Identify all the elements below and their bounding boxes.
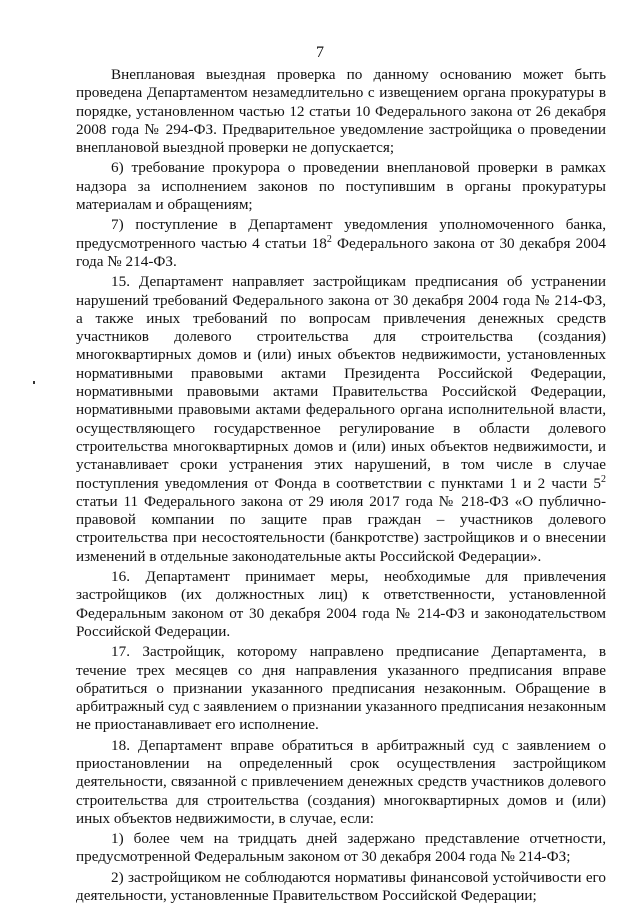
paragraph-text-cont: Федерального закона от 30 декабря 2004 года № 214-ФЗ. (76, 234, 606, 270)
paragraph-clause-15 (76, 273, 606, 566)
paragraph-text: 6) требование прокурора о проведении внеплановой проверки в рамках надзора за исполнением законов по поступившим в органы прокуратуры материалам и обращениям; (76, 159, 606, 214)
stray-mark (33, 381, 35, 384)
paragraph-unscheduled-inspection (76, 66, 606, 157)
document-body (76, 66, 606, 905)
page-number: 7 (316, 44, 324, 61)
paragraph-text-cont: статьи 11 Федерального закона от 29 июля 2017 года № 218-ФЗ «О публично-правовой компании по защите прав граждан – участников долевого строительства при несостоятельности (банкротстве) застройщиков и о внесении изменений в отдельные законодательные акты Российской Федерации». (76, 492, 606, 565)
paragraph-item-6 (76, 159, 606, 214)
paragraph-item-7 (76, 216, 606, 271)
superscript: 2 (326, 233, 332, 245)
paragraph-clause-18 (76, 737, 606, 828)
paragraph-text: 2) застройщиком не соблюдаются нормативы финансовой устойчивости его деятельности, установленные Правительством Российской Федерации; (76, 868, 606, 905)
paragraph-text: 1) более чем на тридцать дней задержано представление отчетности, предусмотренной Федеральным законом от 30 декабря 2004 года № 214-ФЗ; (76, 830, 606, 866)
paragraph-text: 7) поступление в Департамент уведомления уполномоченного банка, предусмотренного частью 4 статьи 18 (76, 216, 606, 252)
paragraph-text: 17. Застройщик, которому направлено предписание Департамента, в течение трех месяцев со дня направления указанного предписания вправе обратиться о признании указанного предписания незаконным. Обращение в арбитражный суд с заявлением о признании указанного предписания незаконным не приостанавливает его исполнение. (76, 643, 606, 734)
paragraph-clause-17 (76, 643, 606, 734)
superscript: 2 (601, 473, 606, 485)
paragraph-item-2 (76, 869, 606, 905)
paragraph-text: 18. Департамент вправе обратиться в арбитражный суд с заявлением о приостановлении на определенный срок осуществления застройщиком деятельности, связанной с привлечением денежных средств участников долевого строительства для строительства (создания) многоквартирных домов и (или) иных объектов недвижимости, в случае, если: (76, 736, 606, 827)
paragraph-text: 16. Департамент принимает меры, необходимые для привлечения застройщиков (их должностных лиц) к ответственности, установленной Федеральным законом от 30 декабря 2004 года № 214-ФЗ и законодательством Российской Федерации. (76, 568, 606, 640)
paragraph-clause-16 (76, 568, 606, 641)
paragraph-text: Внеплановая выездная проверка по данному основанию может быть проведена Департаментом незамедлительно с извещением органа прокуратуры в порядке, установленном частью 12 статьи 10 Федерального закона от 26 декабря 2008 года № 294-ФЗ. Предварительное уведомление застройщика о проведении внеплановой выездной проверки не допускается; (76, 66, 606, 157)
paragraph-text: 15. Департамент направляет застройщикам предписания об устранении нарушений требований Федерального закона от 30 декабря 2004 года № 214-ФЗ, а также иных требований по вопросам привлечения денежных средств участников долевого строительства для строительства (создания) многоквартирных домов и (или) иных объектов недвижимости, установленных нормативными правовыми актами Президента Российской Федерации, нормативными правовыми актами Правительства Российской Федерации, нормативными правовыми актами федерального органа исполнительной власти, осуществляющего государственное регулирование в области долевого строительства многоквартирных домов и (или) иных объектов недвижимости, и устанавливает сроки устранения этих нарушений, в том числе в случае поступления уведомления от Фонда в соответствии с пунктами 1 и 2 части 5 (76, 273, 606, 492)
paragraph-item-1 (76, 830, 606, 867)
